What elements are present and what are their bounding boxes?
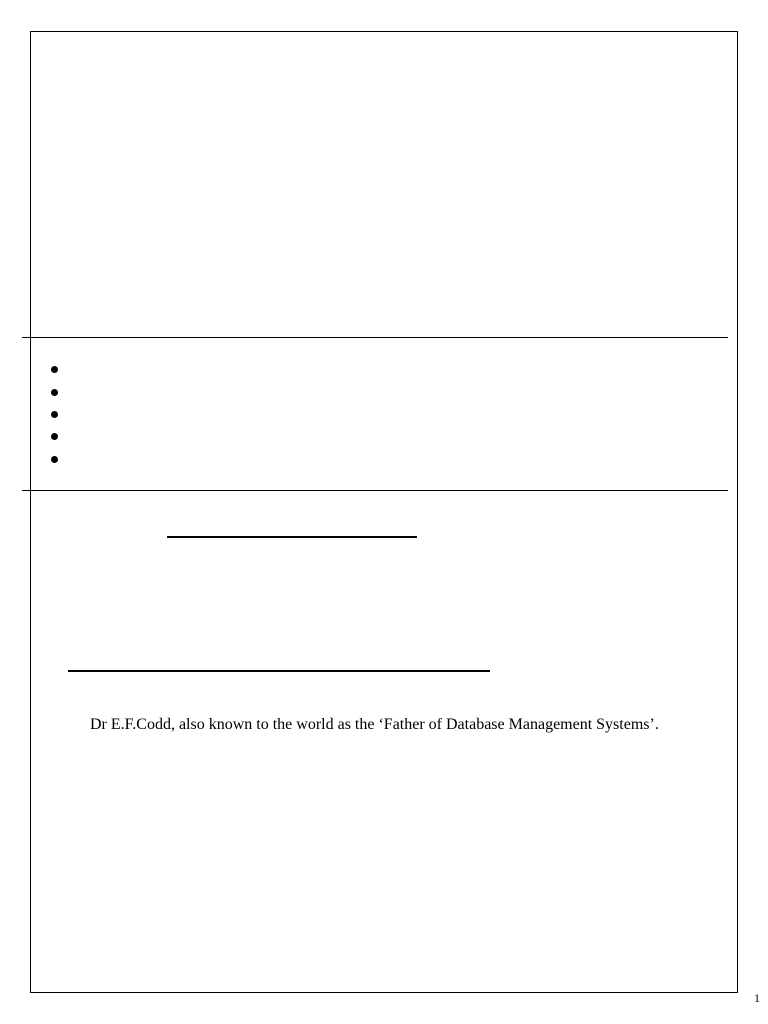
- heading-underline-long: [68, 670, 490, 672]
- horizontal-rule-bottom: [22, 490, 728, 491]
- heading-underline-short: [167, 536, 417, 538]
- bullet-icon: [51, 366, 58, 373]
- page-frame: [30, 31, 738, 993]
- bullet-icon: [51, 433, 58, 440]
- page-number: 1: [754, 991, 760, 1005]
- horizontal-rule-top: [22, 337, 728, 338]
- bullet-icon: [51, 411, 58, 418]
- body-paragraph: Dr E.F.Codd, also known to the world as the ‘Father of Database Management Systems’.: [90, 716, 659, 733]
- bullet-icon: [51, 456, 58, 463]
- bullet-icon: [51, 389, 58, 396]
